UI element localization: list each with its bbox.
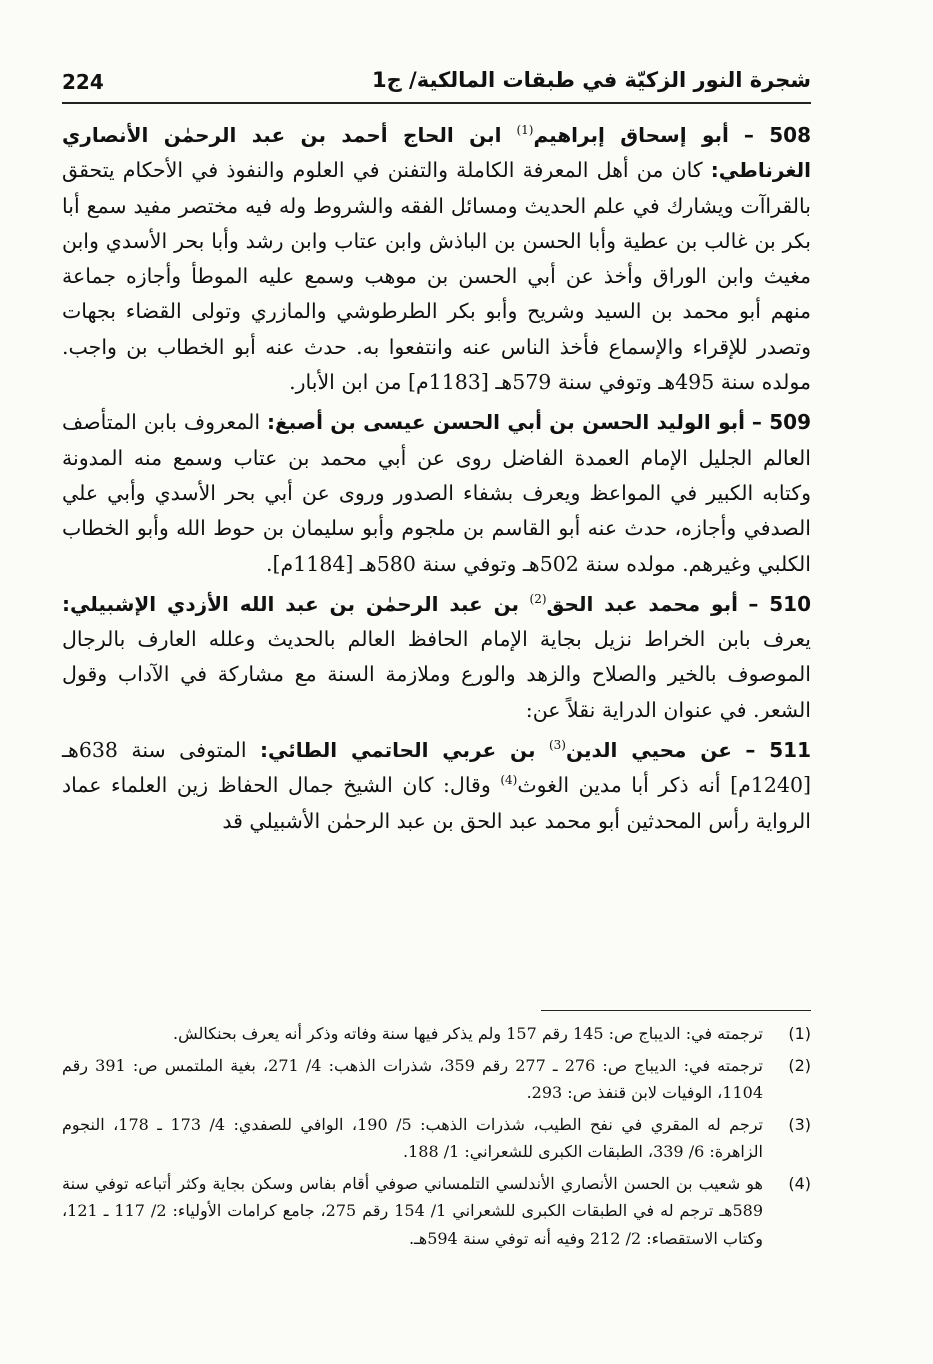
entry-text: المعروف بابن المتأصف العالم الجليل الإمام العمدة الفاضل روى عن أبي محمد بن عتاب وسمع منه المدونة وكتابه الكبير في المواعظ ويعرف بشفاء الصدور وروى عن أبي بحر الأسدي وأبي علي الصدفي وأجازه، حدث عنه أبو القاسم بن ملجوم وأبو سليمان بن حوط الله وأبو الخطاب الكلبي وغيرهم. مولده سنة 502هـ وتوفي سنة 580هـ [1184م]. [62, 410, 811, 576]
entry-511 [62, 733, 811, 839]
entry-name: عن محيي الدين [565, 738, 732, 763]
footnote-reference[interactable]: (4) [500, 773, 518, 788]
footnote-2 [62, 1052, 811, 1107]
footnotes [62, 1020, 811, 1256]
entry-name: أبو إسحاق إبراهيم [533, 123, 729, 147]
footnote-marker: (2) [788, 1055, 811, 1075]
entry-509 [62, 405, 811, 581]
header-title: شجرة النور الزكيّة في طبقات المالكية/ ج1 [371, 68, 811, 92]
entry-508 [62, 118, 811, 400]
footnote-marker: (4) [788, 1173, 811, 1193]
entry-text: المتوفى سنة 638هـ [1240م] أنه ذكر أبا مدين الغوث [62, 738, 811, 798]
footnote-text: هو شعيب بن الحسن الأنصاري الأندلسي التلمساني صوفي أقام بفاس وسكن بجاية وكثر أتباعه توفي سنة 589هـ ترجم له في الطبقات الكبرى للشعراني 1/ 154 رقم 275، جامع كرامات الأولياء: 2/ 117 ـ 121، وكتاب الاستقصاء: 2/ 212 وفيه أنه توفي سنة 594هـ. [62, 1173, 764, 1248]
entry-number: 509 – [751, 410, 811, 435]
footnote-text: ترجمته في: الديباج ص: 276 ـ 277 رقم 359، شذرات الذهب: 4/ 271، بغية الملتمس ص: 391 رقم 1104، الوفيات لابن قنفذ ص: 293. [62, 1055, 764, 1102]
entry-text-continued: وقال: كان الشيخ جمال الحفاظ زين العلماء عماد الرواية رأس المحدثين أبو محمد عبد الحق بن عبد الرحمٰن الأشبيلي قد [62, 773, 811, 833]
main-text [62, 118, 811, 844]
footnote-reference[interactable]: (1) [516, 123, 534, 138]
footnote-text: ترجم له المقري في نفح الطيب، شذرات الذهب: 5/ 190، الوافي للصفدي: 4/ 173 ـ 178، النجوم الزاهرة: 6/ 339، الطبقات الكبرى للشعراني: 1/ 188. [62, 1114, 763, 1161]
footnote-marker: (3) [788, 1114, 811, 1134]
entry-number: 511 – [745, 738, 811, 763]
footnote-marker: (1) [788, 1024, 811, 1043]
entry-name: أبو محمد عبد الحق [546, 591, 738, 616]
footnote-separator [541, 1010, 811, 1011]
entry-name: أبو الوليد الحسن بن أبي الحسن عيسى بن أصبغ: [266, 410, 745, 435]
entry-510 [62, 587, 811, 728]
entry-text: كان من أهل المعرفة الكاملة والتفنن في العلوم والنفوذ في الأحكام يتحقق بالقراآت ويشارك في علم الحديث ومسائل الفقه والشروط وله فيه مختصر مفيد سمع أبا بكر بن غالب بن عطية وأبا الحسن بن الباذش وابن عتاب وابن رشد وأبا بحر الأسدي وابن مغيث وابن الوراق وأخذ عن أبي الحسن بن موهب وسمع عليه الموطأ وأجازه جماعة منهم أبو محمد بن السيد وشريح وأبو بكر الطرطوشي والمازري وتولى القضاء بجهات وتصدر للإقراء والإسماع فأخذ الناس عنه وانتفعوا به. حدث عنه أبو الخطاب بن واجب. مولده سنة 495هـ وتوفي سنة 579هـ [1183م] من ابن الأبار. [62, 158, 811, 395]
footnote-reference[interactable]: (2) [529, 592, 547, 607]
footnote-3 [62, 1111, 811, 1166]
entry-number: 508 – [743, 123, 811, 147]
running-header [62, 58, 811, 104]
entry-name-continued: بن عبد الرحمٰن بن عبد الله الأزدي الإشبيلي: [62, 591, 520, 616]
entry-text: يعرف بابن الخراط نزيل بجاية الإمام الحافظ العالم بالحديث وعلله العارف بالرجال الموصوف بالخير والصلاح والزهد والورع وملازمة السنة مع مشاركة في الآداب وقول الشعر. في عنوان الدراية نقلاً عن: [62, 627, 811, 722]
footnote-1 [62, 1020, 811, 1048]
entry-name-continued: بن عربي الحاتمي الطائي: [260, 738, 536, 763]
entry-number: 510 – [748, 591, 811, 616]
footnote-text: ترجمته في: الديباج ص: 145 رقم 157 ولم يذكر فيها سنة وفاته وذكر أنه يعرف بحنكالش. [173, 1024, 763, 1043]
page-number: 224 [62, 70, 104, 94]
entry-name-continued: ابن الحاج أحمد بن عبد الرحمٰن الأنصاري الغرناطي: [62, 123, 811, 183]
footnote-4 [62, 1170, 811, 1253]
footnote-reference[interactable]: (3) [548, 738, 566, 753]
